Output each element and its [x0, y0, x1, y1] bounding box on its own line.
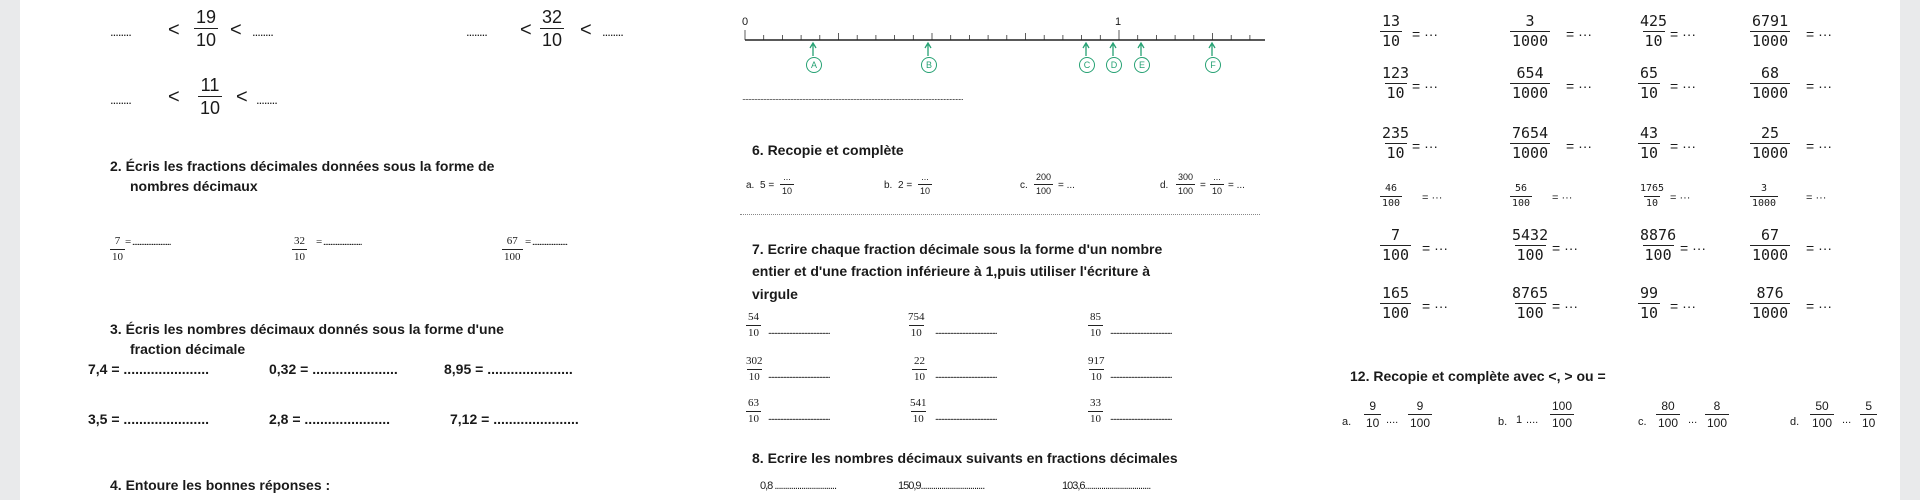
ineq2-lt-symbol-right: < — [580, 19, 592, 41]
grid-fraction: $\frac{7654}{1000}$ — [1512, 124, 1549, 162]
numberline-arrow — [1110, 43, 1116, 56]
column-right — [1320, 0, 1880, 500]
ex12-a-prefix: a. — [1342, 416, 1352, 428]
ex3-row1-item1: 7,4 = ...................... — [88, 361, 209, 377]
ex6-d-fraction-1: $\frac{300}{100}$ — [1178, 172, 1194, 196]
grid-equals-dots: = ··· — [1566, 78, 1593, 94]
ex2-answer-2: = ...................... — [316, 236, 362, 248]
ex4-title: 4. Entoure les bonnes réponses : — [110, 477, 331, 493]
grid-equals-dots: = ··· — [1552, 298, 1579, 314]
ex8-item-1: 0,8 .............................. — [760, 480, 837, 492]
ex12-b-fraction-right: $\frac{100}{100}$ — [1552, 399, 1573, 430]
grid-equals-dots: = ··· — [1566, 138, 1593, 154]
grid-equals-dots: = ··· — [1422, 192, 1443, 204]
ex2-answer-3: = .................... — [525, 236, 567, 248]
numberline-point-a: A — [806, 57, 822, 73]
ineq3-left-dots: ........ — [110, 92, 131, 107]
grid-equals-dots: = ··· — [1566, 26, 1593, 42]
ex7-title-line2: entier et d'une fraction inférieure à 1,puis utiliser l'écriture à — [752, 263, 1150, 279]
ex12-title: 12. Recopie et complète avec <, > ou = — [1350, 368, 1606, 384]
ex7-title-line1: 7. Ecrire chaque fraction décimale sous la forme d'un nombre — [752, 241, 1163, 257]
ex6-d-tail: = ... — [1228, 180, 1245, 191]
grid-equals-dots: = ··· — [1670, 78, 1697, 94]
ex2-answer-1: = ...................... — [125, 236, 171, 248]
ex3-row2-item2: 2,8 = ...................... — [269, 411, 390, 427]
grid-fraction: $\frac{654}{1000}$ — [1512, 64, 1549, 102]
ex8-title: 8. Ecrire les nombres décimaux suivants en fractions décimales — [752, 450, 1178, 466]
ex12-a-dots: .... — [1386, 414, 1399, 426]
ex6-d-equals: = — [1200, 180, 1206, 191]
ex6-a-fraction: ... 10 — [782, 172, 793, 196]
grid-fraction: $\frac{68}{1000}$ — [1752, 64, 1789, 102]
ex7-r1-fraction-3: $\frac{85}{10}$ — [1090, 311, 1101, 339]
grid-fraction: $\frac{5432}{100}$ — [1512, 226, 1549, 264]
ineq2-right-dots: ........ — [602, 24, 623, 39]
ineq2-left-dots: ........ — [466, 24, 487, 39]
grid-equals-dots: = ··· — [1806, 240, 1833, 256]
ex7-r1-fraction-1: $\frac{54}{10}$ — [748, 311, 759, 339]
ineq3-fraction: $\frac{11}{10}$ — [200, 75, 221, 118]
ex12-c-fraction-right: $\frac{8}{100}$ — [1707, 399, 1728, 430]
ex2-fraction-1: $\frac{7}{10}$ — [112, 235, 123, 263]
ex2-title-line1: 2. Écris les fractions décimales données sous la forme de — [110, 158, 495, 174]
grid-equals-dots: = ··· — [1670, 26, 1697, 42]
grid-equals-dots: = ··· — [1806, 192, 1827, 204]
grid-equals-dots: = ··· — [1680, 240, 1707, 256]
grid-fraction: $\frac{67}{1000}$ — [1752, 226, 1789, 264]
column-middle — [720, 0, 1280, 500]
numberline-point-f: F — [1205, 57, 1221, 73]
numberline-point-b: B — [921, 57, 937, 73]
ex12-d-fraction-left: $\frac{50}{100}$ — [1812, 399, 1833, 430]
grid-equals-dots: = ··· — [1552, 240, 1579, 256]
grid-fraction: $\frac{6791}{1000}$ — [1752, 12, 1789, 50]
ex6-title: 6. Recopie et complète — [752, 142, 904, 158]
worksheet-page — [20, 0, 1900, 500]
ex12-b-dots: .... — [1526, 414, 1539, 426]
grid-fraction: $\frac{43}{10}$ — [1640, 124, 1659, 162]
ineq1-left-dots: ........ — [110, 24, 131, 39]
ineq2-lt-symbol: < — [520, 19, 532, 41]
ineq3-right-dots: ........ — [256, 92, 277, 107]
grid-equals-dots: = ··· — [1806, 78, 1833, 94]
numberline-arrow — [925, 43, 931, 56]
ineq3-lt-symbol-right: < — [236, 86, 248, 108]
ex6-b-lhs: 2 = — [898, 180, 913, 191]
grid-fraction: $\frac{8876}{100}$ — [1640, 226, 1677, 264]
numberline-arrow — [1138, 43, 1144, 56]
ex7-r2-fraction-3: $\frac{917}{10}$ — [1088, 355, 1105, 383]
grid-fraction: $\frac{8765}{100}$ — [1512, 284, 1549, 322]
ex12-a-fraction-left: $\frac{9}{10}$ — [1366, 399, 1380, 430]
grid-equals-dots: = ··· — [1412, 78, 1439, 94]
ex3-row2-item1: 3,5 = ...................... — [88, 411, 209, 427]
numberline-arrow — [810, 43, 816, 56]
grid-fraction: $\frac{7}{100}$ — [1382, 226, 1410, 264]
ex7-r1-fraction-2: $\frac{754}{10}$ — [908, 311, 925, 339]
ex3-title-line1: 3. Écris les nombres décimaux donnés sous la forme d'une — [110, 321, 504, 337]
ex6-c-tail: = ... — [1058, 180, 1075, 191]
ex3-row2-item3: 7,12 = ...................... — [450, 411, 579, 427]
ex12-c-prefix: c. — [1638, 416, 1647, 428]
ex2-fraction-2: $\frac{32}{10}$ — [294, 235, 305, 263]
ex2-fraction-3: $\frac{67}{100}$ — [504, 235, 521, 263]
grid-fraction: $\frac{13}{10}$ — [1382, 12, 1401, 50]
ineq1-fraction: $\frac{19}{10}$ — [196, 7, 217, 50]
ex7-r2-dots-1: ......................................... — [768, 370, 830, 381]
ex12-a-fraction-right: $\frac{9}{100}$ — [1410, 399, 1431, 430]
ex7-r3-fraction-2: $\frac{541}{10}$ — [910, 397, 927, 425]
numberline-label-0: 0 — [742, 16, 749, 28]
ex7-r2-dots-3: ......................................... — [1110, 370, 1172, 381]
ineq1-right-dots: ........ — [252, 24, 273, 39]
ex7-r1-dots-3: ......................................... — [1110, 326, 1172, 337]
ex6-b-fraction: ... 10 — [920, 172, 931, 196]
numberline-point-c: C — [1079, 57, 1095, 73]
ex12-c-fraction-left: $\frac{80}{100}$ — [1658, 399, 1679, 430]
grid-equals-dots: = ··· — [1806, 26, 1833, 42]
ex7-r2-dots-2: ......................................... — [935, 370, 997, 381]
divider — [740, 214, 1260, 215]
ex6-b-prefix: b. — [884, 180, 893, 191]
ex7-r2-fraction-2: $\frac{22}{10}$ — [914, 355, 925, 383]
ineq3-lt-symbol: < — [168, 86, 180, 108]
grid-equals-dots: = ··· — [1670, 192, 1691, 204]
grid-fraction: $\frac{123}{10}$ — [1382, 64, 1410, 102]
numberline-ticks — [745, 30, 1250, 40]
ex8-item-2: 150,9............................... — [898, 480, 985, 492]
grid-fraction: $\frac{25}{1000}$ — [1752, 124, 1789, 162]
ex3-row1-item2: 0,32 = ...................... — [269, 361, 398, 377]
ex12-d-fraction-right: $\frac{5}{10}$ — [1862, 399, 1876, 430]
grid-equals-dots: = ··· — [1422, 298, 1449, 314]
ex7-r2-fraction-1: $\frac{302}{10}$ — [746, 355, 763, 383]
ex12-d-dots: ... — [1842, 414, 1852, 426]
grid-fraction: $\frac{56}{100}$ — [1512, 183, 1531, 209]
grid-fraction: $\frac{99}{10}$ — [1640, 284, 1659, 322]
ex6-a-lhs: 5 = — [760, 180, 775, 191]
ex7-r3-fraction-1: $\frac{63}{10}$ — [748, 397, 759, 425]
ex7-r3-fraction-3: $\frac{33}{10}$ — [1090, 397, 1101, 425]
ex7-r1-dots-2: ......................................... — [935, 326, 997, 337]
ex7-r3-dots-3: ......................................... — [1110, 412, 1172, 423]
grid-fraction: $\frac{3}{1000}$ — [1752, 183, 1777, 209]
ex6-a-prefix: a. — [746, 180, 755, 191]
grid-fraction: $\frac{46}{100}$ — [1382, 183, 1401, 209]
ineq1-lt-symbol: < — [168, 19, 180, 41]
numberline-arrows — [810, 43, 1215, 56]
ex12-b-prefix: b. — [1498, 416, 1508, 428]
ex3-row1-item3: 8,95 = ...................... — [444, 361, 573, 377]
numberline-arrow — [1083, 43, 1089, 56]
ex6-c-prefix: c. — [1020, 180, 1028, 191]
grid-fraction: $\frac{65}{10}$ — [1640, 64, 1659, 102]
grid-fraction: $\frac{165}{100}$ — [1382, 284, 1410, 322]
grid-equals-dots: = ··· — [1670, 298, 1697, 314]
ex6-d-prefix: d. — [1160, 180, 1169, 191]
numberline-point-d: D — [1106, 57, 1122, 73]
grid-fraction: $\frac{3}{1000}$ — [1512, 12, 1549, 50]
ex6-d-fraction-2: ... 10 — [1212, 172, 1223, 196]
ex12-d-prefix: d. — [1790, 416, 1800, 428]
grid-equals-dots: = ··· — [1806, 138, 1833, 154]
numberline-answer-line: ................................................................................................................................................... — [742, 92, 963, 102]
grid-equals-dots: = ··· — [1412, 26, 1439, 42]
ex2-title-line2: nombres décimaux — [130, 178, 258, 194]
ex3-title-line2: fraction décimale — [130, 341, 246, 357]
ex7-title-line3: virgule — [752, 286, 798, 302]
grid-fraction: $\frac{235}{10}$ — [1382, 124, 1410, 162]
numberline-point-e: E — [1134, 57, 1150, 73]
grid-equals-dots: = ··· — [1670, 138, 1697, 154]
column-left — [20, 0, 670, 500]
ex7-r1-dots-1: ......................................... — [768, 326, 830, 337]
grid-equals-dots: = ··· — [1806, 298, 1833, 314]
grid-equals-dots: = ··· — [1412, 138, 1439, 154]
ex6-c-fraction: $\frac{200}{100}$ — [1036, 172, 1052, 196]
grid-fraction: $\frac{876}{1000}$ — [1752, 284, 1789, 322]
grid-equals-dots: = ··· — [1422, 240, 1449, 256]
grid-fraction: $\frac{425}{10}$ — [1640, 12, 1668, 50]
numberline-label-1: 1 — [1115, 16, 1122, 28]
numberline-arrow — [1209, 43, 1215, 56]
grid-fraction: $\frac{1765}{10}$ — [1640, 183, 1665, 209]
ex7-r3-dots-2: ......................................... — [935, 412, 997, 423]
ex8-item-3: 103,6................................ — [1062, 480, 1151, 492]
ex12-b-left-value: 1 — [1516, 414, 1523, 426]
ineq2-fraction: $\frac{32}{10}$ — [542, 7, 563, 50]
grid-equals-dots: = ··· — [1552, 192, 1573, 204]
ineq1-lt-symbol-right: < — [230, 19, 242, 41]
ex7-r3-dots-1: ......................................... — [768, 412, 830, 423]
ex12-c-dots: ... — [1688, 414, 1698, 426]
